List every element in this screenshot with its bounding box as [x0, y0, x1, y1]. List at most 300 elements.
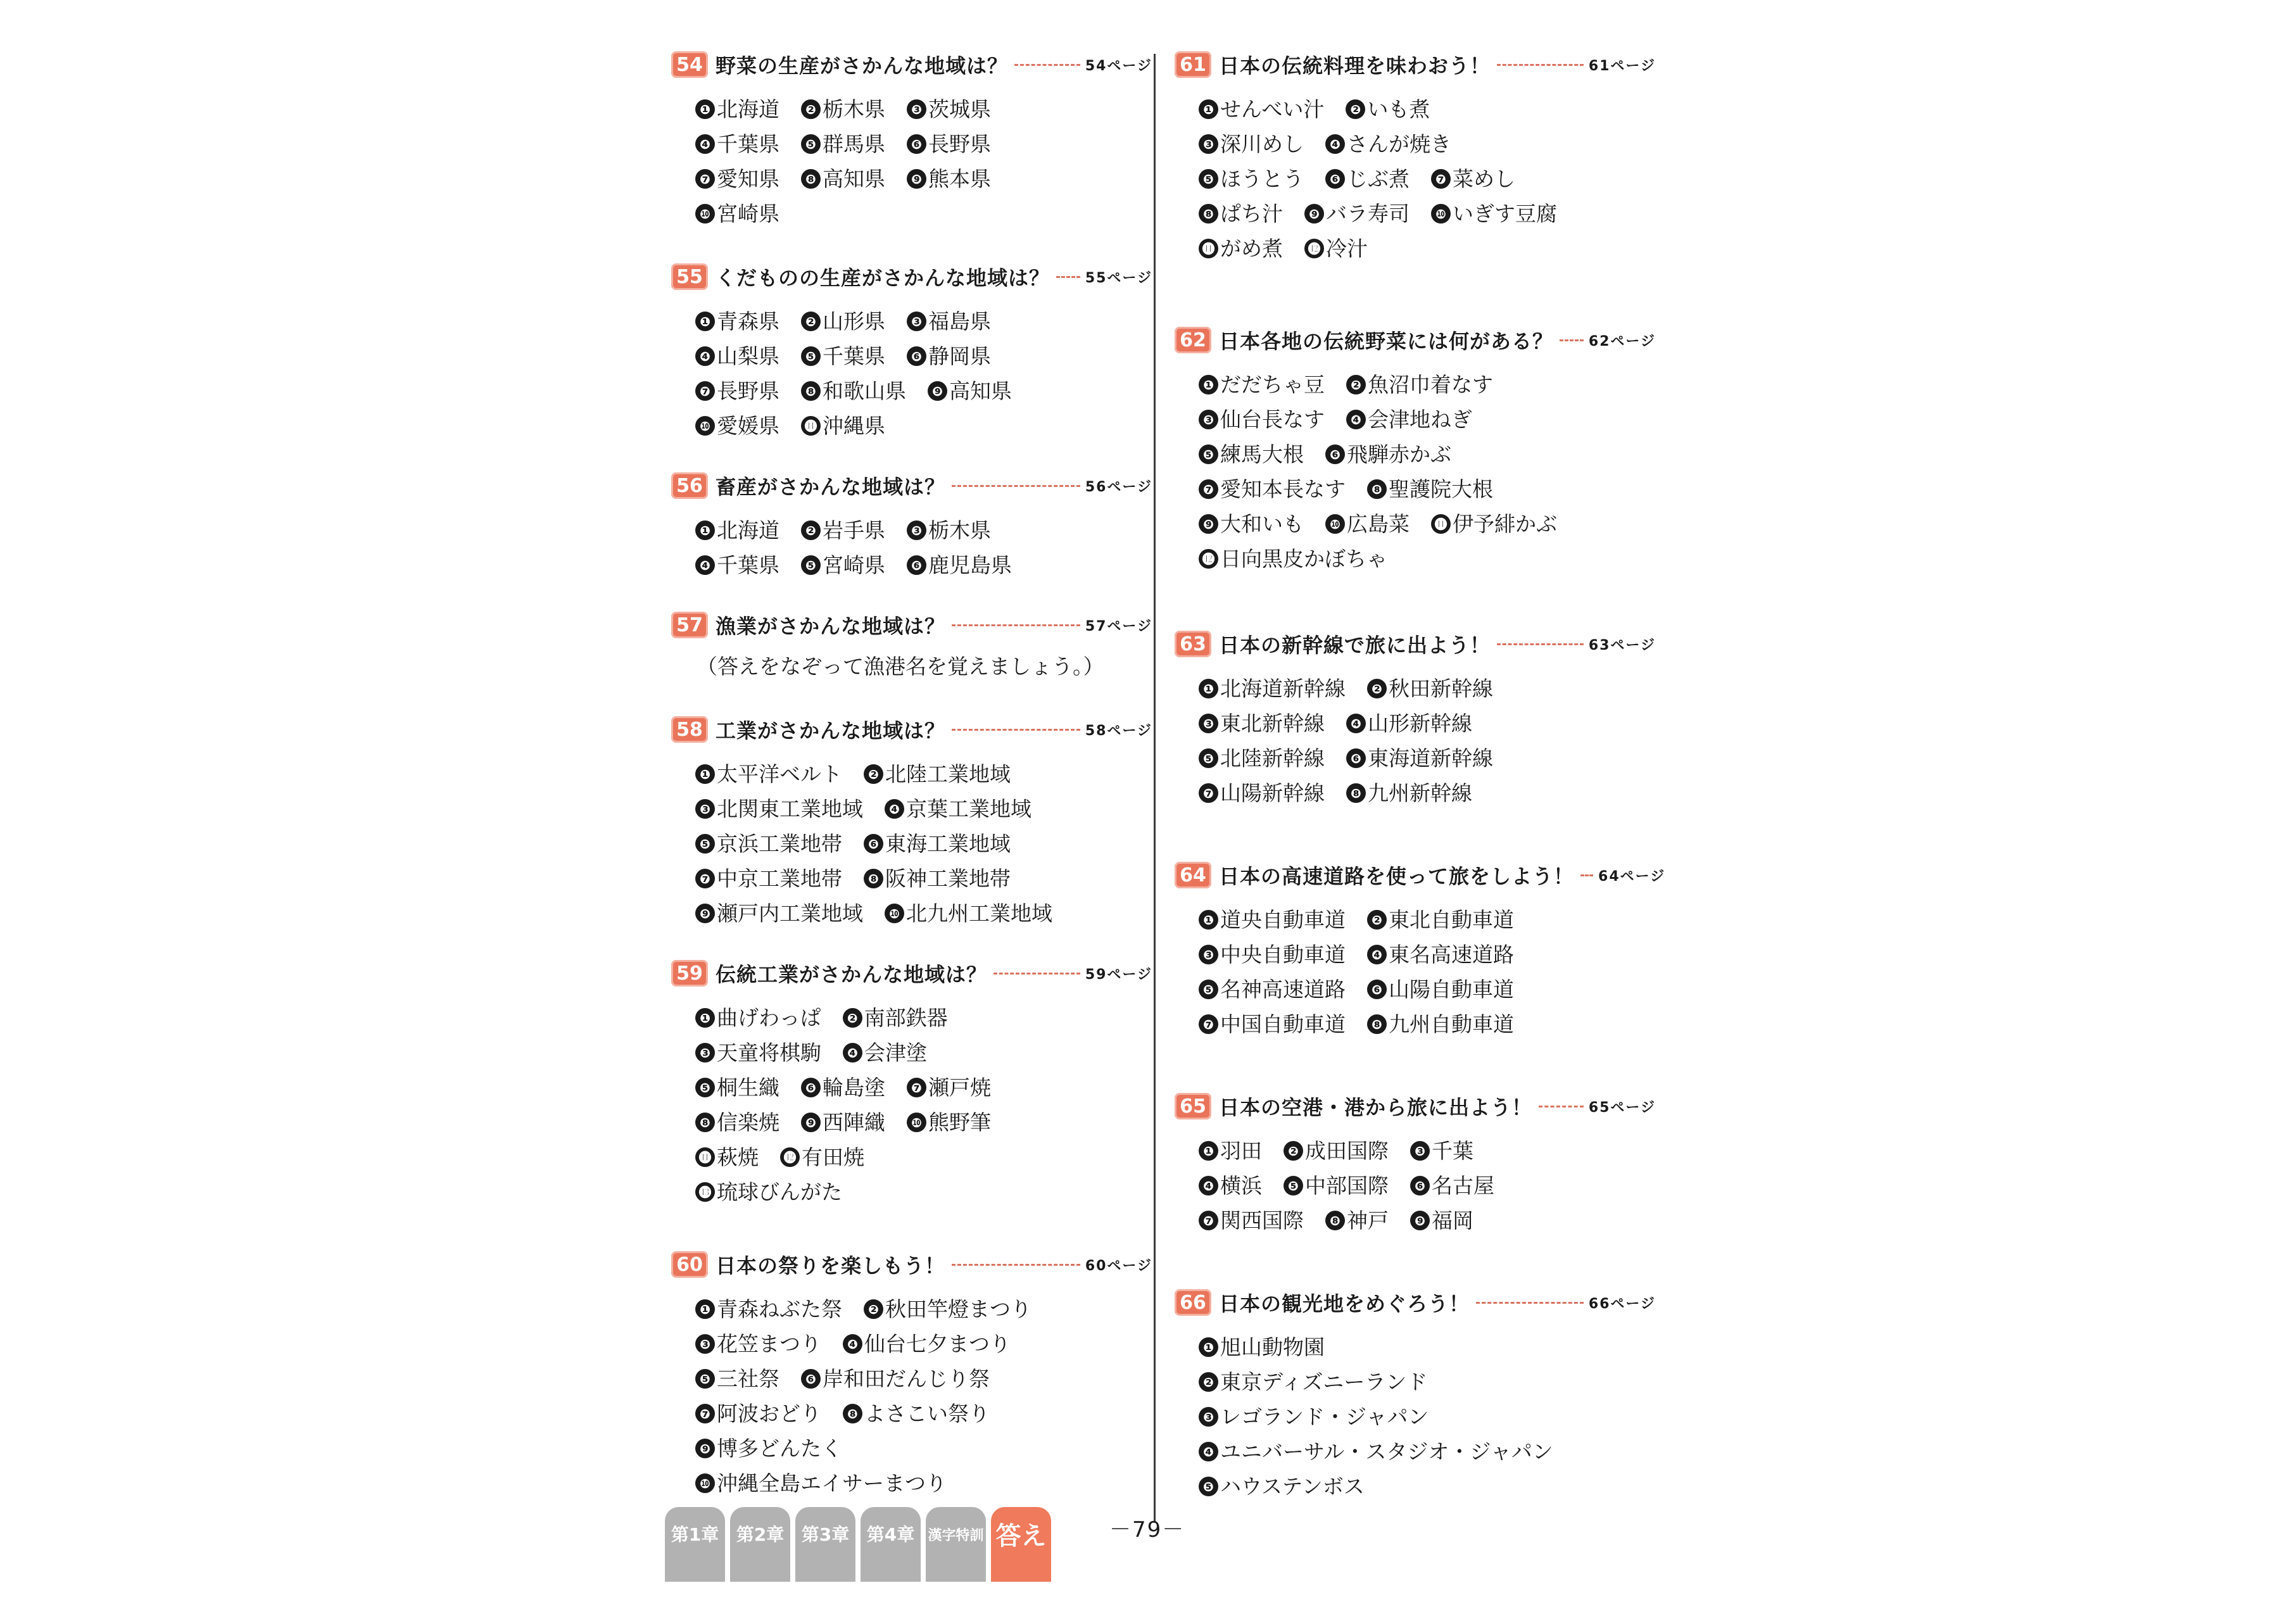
answer-section-66 — [1175, 1282, 1656, 1497]
circled-number: ❹ — [843, 1043, 862, 1063]
circled-number: ⓫ — [695, 1147, 715, 1167]
answer-text: 山陽自動車道 — [1389, 977, 1514, 1002]
answer-text: 聖護院大根 — [1389, 477, 1493, 501]
circled-number: ❾ — [695, 904, 715, 923]
answer-item — [1284, 1140, 1389, 1161]
answer-item — [907, 99, 991, 120]
answer-text: 北海道新幹線 — [1220, 676, 1346, 701]
answer-item — [1199, 783, 1325, 804]
circled-number: ❺ — [801, 346, 821, 366]
answer-section-57 — [671, 605, 1152, 680]
answer-row — [695, 85, 1152, 120]
page-reference: 58ページ — [1085, 722, 1152, 739]
circled-number: ❾ — [928, 381, 947, 401]
answer-item — [1325, 134, 1451, 155]
answer-text: 南部鉄器 — [864, 1006, 948, 1030]
circled-number: ❶ — [1199, 679, 1218, 698]
answer-item — [1346, 713, 1472, 734]
answer-row — [695, 1133, 1152, 1168]
answer-item — [1199, 1476, 1365, 1497]
answer-item — [1199, 1140, 1262, 1161]
chapter-tab-5[interactable]: 漢字特訓 — [926, 1507, 986, 1582]
circled-number: ❶ — [695, 312, 715, 331]
answer-text: 九州自動車道 — [1389, 1012, 1514, 1037]
page-reference: 63ページ — [1588, 637, 1656, 653]
answer-text: 中央自動車道 — [1220, 942, 1346, 967]
circled-number: ❶ — [695, 764, 715, 784]
answer-row — [695, 367, 1152, 401]
answer-text: 山形新幹線 — [1368, 711, 1472, 736]
answer-item — [1199, 479, 1346, 500]
answer-text: 旭山動物園 — [1220, 1335, 1325, 1359]
circled-number: ❶ — [695, 1008, 715, 1028]
answer-item — [907, 1112, 991, 1133]
answer-item — [1199, 409, 1325, 430]
answer-item — [864, 764, 1011, 785]
answer-text: がめ煮 — [1220, 236, 1283, 261]
answer-text: 東海道新幹線 — [1368, 746, 1493, 771]
circled-number: ❿ — [695, 416, 715, 436]
answer-text: 伊予緋かぶ — [1453, 512, 1557, 536]
answer-item — [1199, 374, 1325, 395]
answer-item — [801, 415, 885, 436]
section-header — [671, 709, 1152, 750]
answer-section-64 — [1175, 855, 1666, 1037]
answer-item — [864, 833, 1011, 854]
answer-text: 秋田竿燈まつり — [885, 1297, 1031, 1321]
answer-item — [695, 798, 863, 819]
answer-item — [843, 1403, 990, 1424]
answer-row — [695, 1320, 1152, 1354]
circled-number: ❿ — [1431, 204, 1451, 224]
answer-item — [801, 1077, 885, 1098]
answer-text: 東北新幹線 — [1220, 711, 1325, 736]
answer-text: 宮崎県 — [717, 201, 779, 226]
section-number-badge: 56 — [671, 472, 708, 499]
answer-text: 高知県 — [949, 379, 1012, 403]
answer-section-59 — [671, 953, 1152, 1202]
answer-item — [695, 311, 779, 332]
answer-row — [1199, 189, 1656, 224]
section-header — [1175, 320, 1656, 360]
answer-text: 横浜 — [1220, 1173, 1262, 1198]
answer-text: 千葉 — [1432, 1138, 1473, 1163]
answer-list — [671, 506, 1152, 576]
circled-number: ❿ — [885, 904, 904, 923]
section-number-badge: 63 — [1175, 631, 1211, 657]
circled-number: ❷ — [801, 520, 821, 540]
circled-number: ❸ — [1199, 134, 1218, 154]
circled-number: ❶ — [1199, 99, 1218, 119]
section-number-badge: 55 — [671, 263, 708, 290]
answer-row — [695, 120, 1152, 155]
answer-text: 青森ねぶた祭 — [717, 1297, 842, 1321]
section-number-badge: 58 — [671, 716, 708, 743]
answer-item — [1199, 134, 1304, 155]
section-title: 工業がさかんな地域は？ — [716, 719, 946, 743]
dashed-leader — [1560, 339, 1584, 341]
dashed-leader — [1497, 643, 1584, 645]
section-header — [1175, 1282, 1656, 1323]
dashed-leader — [993, 973, 1080, 974]
page-reference: 59ページ — [1085, 966, 1152, 983]
answer-section-60 — [671, 1244, 1152, 1494]
answer-text: 京葉工業地域 — [906, 797, 1031, 821]
chapter-tab-3[interactable]: 第3章 — [795, 1507, 855, 1582]
chapter-tab-4[interactable]: 第4章 — [861, 1507, 921, 1582]
answer-row — [1199, 1126, 1656, 1161]
answer-item — [1199, 748, 1325, 769]
page-reference: 61ページ — [1588, 58, 1656, 74]
page-reference: 66ページ — [1588, 1296, 1656, 1312]
answer-row — [695, 854, 1152, 889]
answer-item — [695, 1473, 947, 1494]
circled-number: ❷ — [1367, 910, 1387, 930]
section-number-badge: 54 — [671, 51, 708, 78]
answer-item — [1367, 979, 1514, 1000]
chapter-tab-6[interactable]: 答え — [991, 1507, 1051, 1582]
circled-number: ❻ — [907, 346, 926, 366]
answer-item — [1199, 1175, 1262, 1196]
answer-item — [1199, 944, 1346, 965]
answer-item — [1367, 909, 1514, 930]
circled-number: ❹ — [1346, 714, 1366, 733]
answer-text: 青森県 — [717, 309, 779, 334]
answer-row — [1199, 1392, 1656, 1427]
answer-list — [1175, 360, 1656, 569]
answer-row — [1199, 1427, 1656, 1462]
answer-row — [1199, 769, 1656, 804]
circled-number: ❼ — [695, 1404, 715, 1423]
dashed-leader — [952, 624, 1080, 626]
answer-row — [695, 155, 1152, 189]
answer-item — [695, 903, 863, 924]
answer-text: 愛媛県 — [717, 413, 779, 438]
section-title: 日本の高速道路を使って旅をしよう！ — [1219, 864, 1575, 888]
answer-text: だだちゃ豆 — [1220, 372, 1325, 397]
circled-number: ❸ — [695, 1334, 715, 1354]
answer-row — [695, 1028, 1152, 1063]
circled-number: ⓫ — [801, 416, 821, 436]
answer-item — [695, 1334, 821, 1354]
circled-number: ❹ — [843, 1334, 862, 1354]
circled-number: ❻ — [907, 555, 926, 575]
answer-text: 福岡 — [1432, 1208, 1473, 1233]
answer-item — [801, 555, 885, 576]
answer-row — [1199, 895, 1656, 930]
answer-section-62 — [1175, 320, 1656, 569]
answer-row — [695, 1459, 1152, 1494]
answer-text: 愛知県 — [717, 167, 779, 191]
section-number-badge: 59 — [671, 960, 708, 987]
circled-number: ❼ — [695, 169, 715, 189]
section-header — [1175, 44, 1656, 85]
circled-number: ❽ — [864, 869, 883, 888]
answer-item — [1367, 678, 1493, 699]
answer-text: 千葉県 — [717, 553, 779, 577]
circled-number: ❺ — [1199, 748, 1218, 768]
circled-number: ❷ — [1284, 1141, 1303, 1161]
answer-item — [695, 203, 779, 224]
answer-item — [801, 99, 885, 120]
circled-number: ❻ — [1325, 445, 1345, 464]
answer-text: さんが焼き — [1347, 132, 1451, 156]
answer-row — [695, 332, 1152, 367]
circled-number: ⓫ — [1199, 239, 1218, 258]
answer-text: 冷汁 — [1326, 236, 1368, 261]
circled-number: ❹ — [1367, 945, 1387, 964]
answer-text: 岩手県 — [823, 518, 885, 543]
answer-item — [1367, 479, 1493, 500]
circled-number: ❼ — [1199, 1014, 1218, 1034]
answer-item — [907, 520, 991, 541]
answer-text: 仙台七夕まつり — [864, 1332, 1011, 1356]
answer-item — [695, 833, 842, 854]
answer-row — [695, 1285, 1152, 1320]
chapter-tab-1[interactable]: 第1章 — [665, 1507, 725, 1582]
section-header — [1175, 855, 1666, 895]
answer-item — [1199, 238, 1283, 259]
page-reference: 54ページ — [1085, 58, 1152, 74]
circled-number: ❹ — [885, 799, 904, 819]
answer-text: 北九州工業地域 — [906, 901, 1052, 926]
answer-item — [695, 764, 842, 785]
circled-number: ❸ — [1199, 714, 1218, 733]
answer-item — [1346, 374, 1493, 395]
circled-number: ❼ — [1199, 1211, 1218, 1230]
answer-item — [1410, 1140, 1473, 1161]
chapter-tab-2[interactable]: 第2章 — [730, 1507, 790, 1582]
answer-text: 北陸新幹線 — [1220, 746, 1325, 771]
answer-text: 北陸工業地域 — [885, 762, 1011, 786]
section-title: 日本の伝統料理を味わおう！ — [1219, 54, 1491, 78]
answer-text: 山陽新幹線 — [1220, 781, 1325, 805]
answer-text: 阪神工業地帯 — [885, 866, 1011, 891]
circled-number: ❻ — [801, 1369, 821, 1389]
answer-text: 沖縄全島エイサーまつり — [717, 1471, 947, 1496]
answer-item — [1199, 909, 1346, 930]
circled-number: ❹ — [1325, 134, 1345, 154]
answer-row — [1199, 395, 1656, 430]
section-title: 伝統工業がさかんな地域は？ — [716, 962, 988, 987]
circled-number: ❻ — [1325, 169, 1345, 189]
answer-list — [1175, 664, 1656, 804]
answer-item — [695, 381, 779, 401]
answer-item — [907, 134, 991, 155]
answer-item — [907, 346, 991, 367]
answer-list — [671, 993, 1152, 1202]
answer-text: じぶ煮 — [1347, 167, 1410, 191]
circled-number: ❺ — [1199, 169, 1218, 189]
circled-number: ❷ — [1199, 1372, 1218, 1392]
answer-row — [695, 1063, 1152, 1098]
circled-number: ❼ — [1199, 783, 1218, 803]
answer-row — [695, 889, 1152, 924]
circled-number: ❹ — [1346, 410, 1366, 429]
answer-text: 東北自動車道 — [1389, 907, 1514, 932]
answer-item — [1410, 1175, 1494, 1196]
answer-row — [695, 506, 1152, 541]
answer-item — [695, 134, 779, 155]
answer-row — [1199, 1462, 1656, 1497]
circled-number: ❽ — [1367, 479, 1387, 499]
chapter-tabs — [665, 1507, 1051, 1586]
answer-row — [695, 993, 1152, 1028]
answer-item — [695, 1042, 821, 1063]
section-note: （答えをなぞって漁港名を覚えましょう。） — [697, 654, 1104, 679]
answer-section-63 — [1175, 624, 1656, 804]
answer-text: 中国自動車道 — [1220, 1012, 1346, 1037]
answer-text: 長野県 — [717, 379, 779, 403]
answer-list — [1175, 1323, 1656, 1497]
answer-item — [843, 1334, 1011, 1354]
answer-row — [695, 297, 1152, 332]
circled-number: ❸ — [907, 99, 926, 119]
answer-text: 茨城県 — [928, 97, 991, 122]
answer-text: 秋田新幹線 — [1389, 676, 1493, 701]
section-title: 日本の祭りを楽しもう！ — [716, 1254, 946, 1278]
section-title: 日本の観光地をめぐろう！ — [1219, 1292, 1470, 1316]
answer-text: 信楽焼 — [717, 1110, 779, 1135]
answer-item — [695, 1112, 779, 1133]
section-title: くだものの生産がさかんな地域は？ — [716, 266, 1050, 290]
answer-text: 高知県 — [823, 167, 885, 191]
answer-item — [1346, 783, 1472, 804]
answer-item — [1325, 444, 1451, 465]
answer-row — [695, 401, 1152, 436]
dashed-leader — [1014, 64, 1080, 66]
circled-number: ❻ — [1346, 748, 1366, 768]
section-title: 日本の新幹線で旅に出よう！ — [1219, 633, 1491, 657]
circled-number: ❷ — [801, 312, 821, 331]
answer-item — [843, 1042, 927, 1063]
answer-item — [1199, 1210, 1304, 1231]
answer-item — [801, 1368, 990, 1389]
page-reference: 65ページ — [1588, 1099, 1656, 1116]
answer-text: 鹿児島県 — [928, 553, 1012, 577]
answer-item — [1199, 979, 1346, 1000]
dashed-leader — [952, 485, 1080, 487]
answer-item — [695, 1147, 759, 1168]
circled-number: ❹ — [695, 134, 715, 154]
answer-item — [695, 1182, 842, 1202]
page-reference: 56ページ — [1085, 479, 1152, 495]
answer-text: 有田焼 — [802, 1145, 864, 1170]
answer-row — [695, 1424, 1152, 1459]
circled-number: ❷ — [864, 764, 883, 784]
circled-number: ❽ — [1325, 1211, 1345, 1230]
page-reference: 57ページ — [1085, 618, 1152, 634]
answer-item — [885, 903, 1052, 924]
answer-item — [1346, 748, 1493, 769]
dashed-leader — [1056, 276, 1080, 278]
answer-item — [695, 1299, 842, 1320]
circled-number: ❼ — [695, 869, 715, 888]
answer-item — [1431, 203, 1557, 224]
answer-item — [695, 868, 842, 889]
column-divider — [1154, 54, 1156, 1523]
answer-text: 琉球びんがた — [717, 1180, 842, 1204]
answer-text: 太平洋ベルト — [717, 762, 842, 786]
answer-row — [1199, 430, 1656, 465]
answer-row — [695, 819, 1152, 854]
circled-number: ❾ — [801, 1113, 821, 1132]
section-header — [671, 256, 1152, 297]
circled-number: ❶ — [695, 99, 715, 119]
circled-number: ❻ — [1410, 1176, 1430, 1195]
answer-text: ユニバーサル・スタジオ・ジャパン — [1220, 1439, 1553, 1464]
answer-row — [1199, 155, 1656, 189]
answer-item — [695, 1403, 821, 1424]
circled-number: ❷ — [864, 1299, 883, 1319]
answer-item — [1199, 514, 1304, 534]
circled-number: ❸ — [1199, 410, 1218, 429]
answer-section-65 — [1175, 1086, 1656, 1231]
answer-item — [907, 1077, 991, 1098]
answer-item — [695, 1438, 842, 1459]
circled-number: ❷ — [1346, 99, 1365, 119]
answer-item — [1325, 1210, 1389, 1231]
answer-row — [695, 750, 1152, 785]
section-header — [671, 465, 1152, 506]
answer-text: 桐生織 — [717, 1075, 779, 1100]
circled-number: ❽ — [1199, 204, 1218, 224]
answer-item — [801, 168, 885, 189]
circled-number: ❺ — [695, 1369, 715, 1389]
answer-item — [1367, 944, 1514, 965]
answer-item — [1199, 99, 1324, 120]
circled-number: ❽ — [1367, 1014, 1387, 1034]
answer-text: 東名高速道路 — [1389, 942, 1514, 967]
dashed-leader — [952, 1264, 1080, 1266]
answer-item — [695, 1077, 779, 1098]
answer-text: 大和いも — [1220, 512, 1304, 536]
circled-number: ❼ — [695, 381, 715, 401]
circled-number: ❹ — [695, 555, 715, 575]
answer-item — [1304, 238, 1368, 259]
answer-item — [864, 868, 1011, 889]
answer-row — [1199, 85, 1656, 120]
answer-text: 愛知本長なす — [1220, 477, 1346, 501]
answer-text: 花笠まつり — [717, 1332, 821, 1356]
answer-text: いも煮 — [1367, 97, 1430, 122]
answer-text: 東海工業地域 — [885, 831, 1011, 856]
answer-text: 三社祭 — [717, 1366, 779, 1391]
circled-number: ⓭ — [695, 1182, 715, 1202]
answer-item — [695, 1368, 779, 1389]
answer-item — [801, 520, 885, 541]
answer-item — [801, 311, 885, 332]
answer-text: 熊本県 — [928, 167, 991, 191]
answer-row — [1199, 500, 1656, 534]
circled-number: ⓬ — [1199, 549, 1218, 569]
answer-item — [1410, 1210, 1473, 1231]
circled-number: ❸ — [695, 799, 715, 819]
answer-row — [695, 1098, 1152, 1133]
answer-text: 北海道 — [717, 518, 779, 543]
answer-text: 東京ディズニーランド — [1220, 1370, 1428, 1394]
circled-number: ❸ — [695, 1043, 715, 1063]
section-title: 漁業がさかんな地域は？ — [716, 614, 946, 638]
answer-row — [1199, 534, 1656, 569]
answer-row — [1199, 664, 1656, 699]
circled-number: ❸ — [1410, 1141, 1430, 1161]
section-header — [1175, 624, 1656, 664]
circled-number: ❺ — [695, 834, 715, 854]
answer-text: 千葉県 — [823, 344, 885, 369]
answer-text: 日向黒皮かぼちゃ — [1220, 546, 1387, 571]
circled-number: ❺ — [695, 1078, 715, 1097]
